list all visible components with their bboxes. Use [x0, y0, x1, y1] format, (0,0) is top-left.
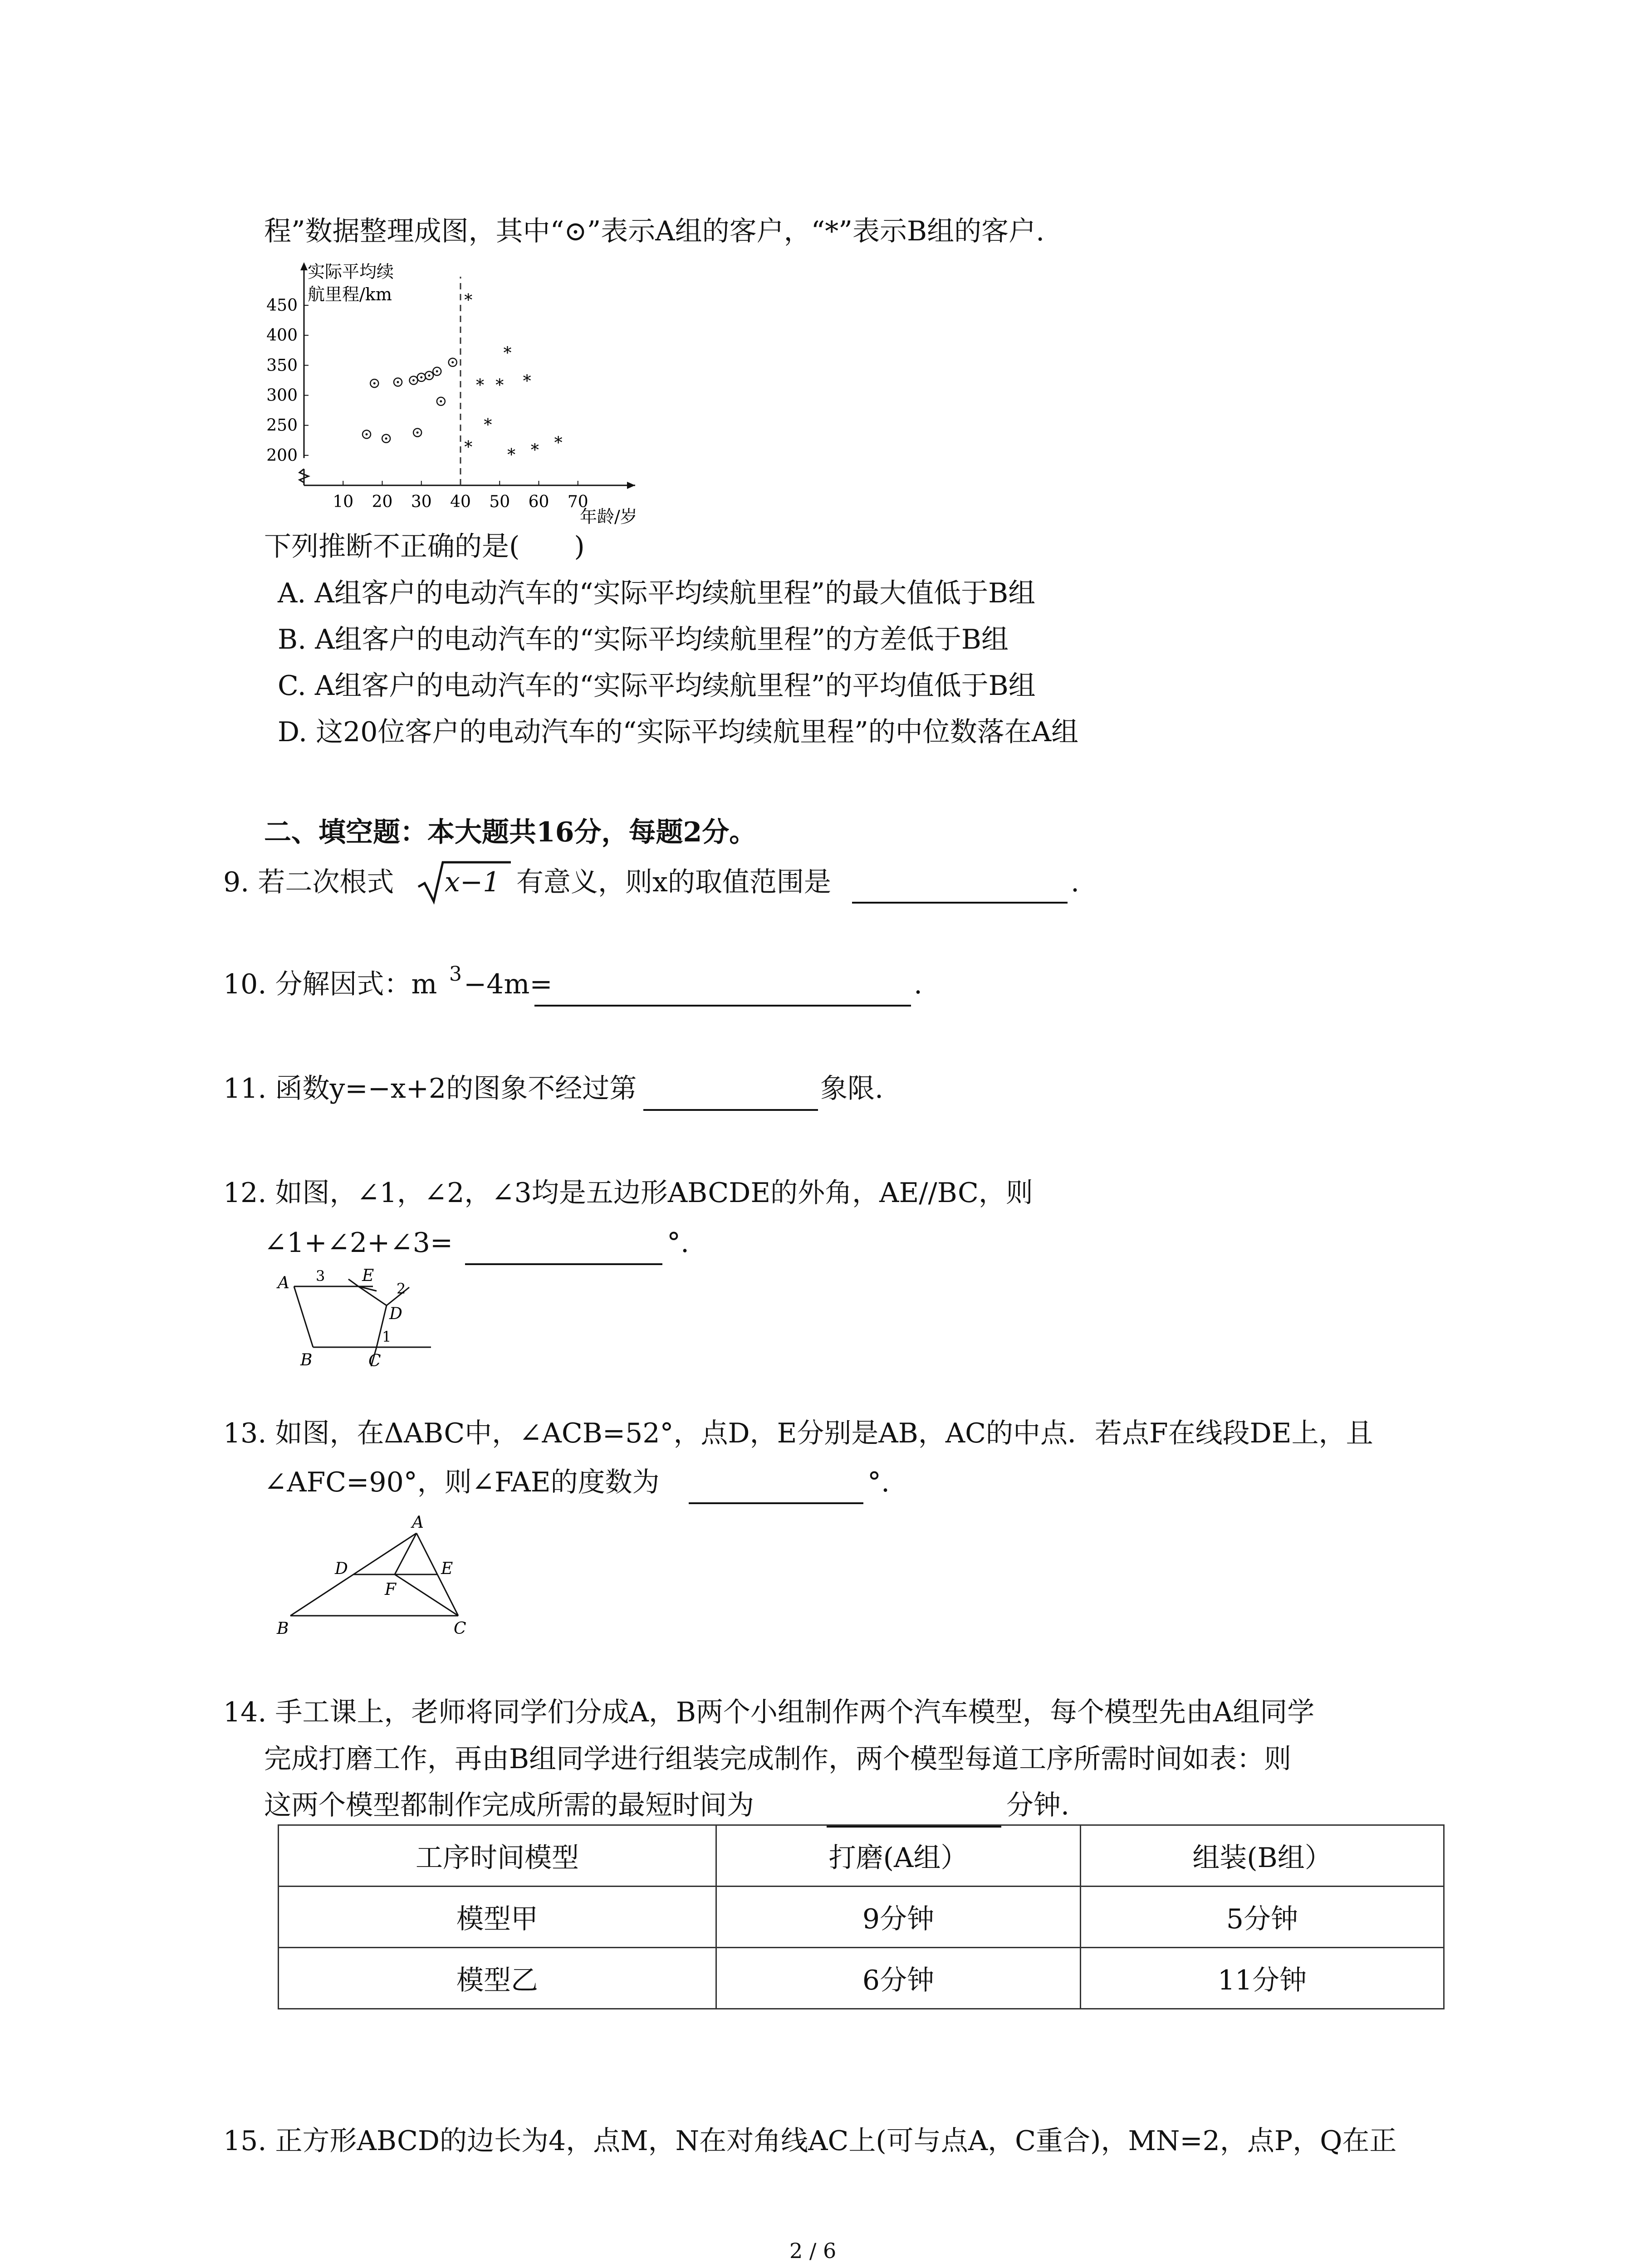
group-a-point-dot [440, 400, 442, 402]
group-b-point: * [503, 344, 512, 363]
q9-period: . [1071, 866, 1080, 898]
q14-line1: 14. 手工课上，老师将同学们分成A，B两个小组制作两个汽车模型，每个模型先由A组同学 [223, 1696, 1315, 1728]
group-b-point: * [476, 376, 485, 395]
q9-radicand: x−1 [445, 866, 500, 898]
q10-answer-blank[interactable] [534, 1005, 911, 1007]
q8-option-a: A. A组客户的电动汽车的“实际平均续航里程”的最大值低于B组 [278, 577, 1036, 609]
table-cell: 模型甲 [279, 1887, 716, 1948]
fig12-label-c: C [368, 1352, 381, 1370]
group-a-point-dot [416, 431, 419, 434]
x-tick-label: 70 [567, 493, 588, 511]
fig12-label-d: D [389, 1305, 402, 1323]
q8-intro: 程”数据整理成图，其中“⊙”表示A组的客户，“*”表示B组的客户. [264, 215, 1045, 247]
table-header-row [279, 1825, 1444, 1887]
q8-option-b: B. A组客户的电动汽车的“实际平均续航里程”的方差低于B组 [278, 624, 1009, 655]
x-tick-label: 40 [450, 493, 471, 511]
table-cell: 模型乙 [279, 1948, 716, 2009]
table-header-cell: 打磨(A组） [716, 1825, 1081, 1887]
q13-line2: ∠AFC=90°，则∠FAE的度数为 [264, 1466, 660, 1498]
q13-line1: 13. 如图，在ΔABC中，∠ACB=52°，点D，E分别是AB，AC的中点．若点F在线段DE上，且 [223, 1418, 1373, 1449]
y-axis-arrow-icon [300, 262, 308, 270]
pentagon-figure [268, 1261, 440, 1370]
y-tick-label: 200 [266, 446, 298, 465]
q8-option-c: C. A组客户的电动汽车的“实际平均续航里程”的平均值低于B组 [278, 670, 1036, 702]
group-b-point: * [484, 416, 492, 435]
x-tick-label: 50 [489, 493, 510, 511]
q15-line1: 15. 正方形ABCD的边长为4，点M，N在对角线AC上(可与点A，C重合)，MN=2，点P，Q在正 [223, 2125, 1397, 2157]
q12-answer-blank[interactable] [465, 1263, 662, 1265]
group-b-point: * [464, 291, 473, 310]
q10-period: . [914, 968, 923, 1000]
q12-line1: 12. 如图，∠1，∠2，∠3均是五边形ABCDE的外角，AE//BC，则 [223, 1177, 1033, 1209]
y-tick-label: 250 [266, 416, 298, 435]
fig13-label-d: D [335, 1559, 348, 1578]
x-tick-label: 30 [411, 493, 432, 511]
group-a-point-dot [451, 361, 454, 363]
group-b-point: * [530, 441, 539, 460]
fig12-label-2: 2 [397, 1280, 406, 1297]
x-tick-label: 10 [333, 493, 354, 511]
scatter-chart [254, 254, 662, 535]
group-a-point-dot [428, 374, 431, 376]
chart-xlabel: 年龄/岁 [580, 507, 637, 527]
table-cell: 9分钟 [716, 1887, 1081, 1948]
group-b-point: * [507, 446, 516, 465]
q13-answer-blank[interactable] [689, 1502, 863, 1504]
y-tick-label: 300 [266, 386, 298, 405]
y-tick-label: 400 [266, 326, 298, 345]
q11-answer-blank[interactable] [643, 1109, 818, 1111]
q13-degree: °. [867, 1466, 890, 1498]
group-b-point: * [495, 376, 504, 395]
group-a-point-dot [373, 382, 376, 385]
section-2-title: 二、填空题：本大题共16分，每题2分。 [264, 816, 757, 848]
q14-line3: 这两个模型都制作完成所需的最短时间为 [264, 1789, 754, 1821]
table-row [279, 1948, 1444, 2009]
table-cell: 6分钟 [716, 1948, 1081, 2009]
fig12-label-a: A [278, 1274, 289, 1292]
table-header-cell: 工序时间模型 [279, 1825, 716, 1887]
group-b-point: * [523, 372, 531, 391]
table-header-cell: 组装(B组） [1081, 1825, 1444, 1887]
q9-answer-blank[interactable] [852, 902, 1068, 904]
q11-text-a: 11. 函数y=−x+2的图象不经过第 [223, 1073, 637, 1105]
q11-text-b: 象限. [820, 1073, 884, 1105]
q12-degree: °. [667, 1227, 690, 1259]
q12-line2: ∠1+∠2+∠3= [264, 1227, 453, 1259]
fig12-label-e: E [362, 1266, 374, 1285]
group-a-point-dot [366, 433, 368, 435]
group-a-point-dot [397, 381, 399, 383]
x-tick-label: 60 [528, 493, 549, 511]
q10-text-a: 10. 分解因式：m [223, 968, 437, 1000]
fig13-label-e: E [441, 1559, 453, 1578]
group-b-point: * [554, 434, 563, 453]
q10-superscript: 3 [449, 963, 462, 986]
table-row [279, 1887, 1444, 1948]
x-tick-label: 20 [372, 493, 393, 511]
fig13-label-c: C [454, 1619, 466, 1638]
q8-option-d: D. 这20位客户的电动汽车的“实际平均续航里程”的中位数落在A组 [278, 716, 1079, 748]
fig13-label-b: B [277, 1619, 289, 1638]
group-b-point: * [464, 438, 473, 457]
q9-text-b: 有意义，则x的取值范围是 [516, 866, 831, 898]
y-tick-label: 450 [266, 296, 298, 315]
chart-ylabel-line1: 实际平均续 [308, 262, 394, 282]
group-a-point-dot [420, 376, 422, 378]
x-axis-arrow-icon [627, 482, 635, 489]
group-a-point-dot [412, 379, 415, 381]
table-cell: 5分钟 [1081, 1887, 1444, 1948]
fig13-label-f: F [385, 1580, 396, 1599]
process-time-table [278, 1824, 1445, 2009]
q8-stem: 下列推断不正确的是( ) [264, 531, 585, 562]
table-cell: 11分钟 [1081, 1948, 1444, 2009]
chart-ylabel-line2: 航里程/km [308, 284, 392, 304]
group-a-point-dot [385, 437, 387, 440]
q9-text-a: 9. 若二次根式 [223, 866, 394, 898]
y-tick-label: 350 [266, 356, 298, 375]
fig12-label-3: 3 [316, 1267, 325, 1285]
fig12-label-1: 1 [382, 1328, 392, 1345]
page-number: 2 / 6 [789, 2239, 837, 2263]
triangle-figure [268, 1506, 481, 1642]
group-a-point-dot [436, 370, 438, 372]
fig12-label-b: B [300, 1351, 313, 1369]
fig13-label-a: A [412, 1513, 424, 1532]
q14-line2: 完成打磨工作，再由B组同学进行组装完成制作，两个模型每道工序所需时间如表：则 [264, 1743, 1292, 1775]
q14-unit: 分钟. [1006, 1789, 1070, 1821]
q10-text-b: −4m= [464, 968, 553, 1000]
